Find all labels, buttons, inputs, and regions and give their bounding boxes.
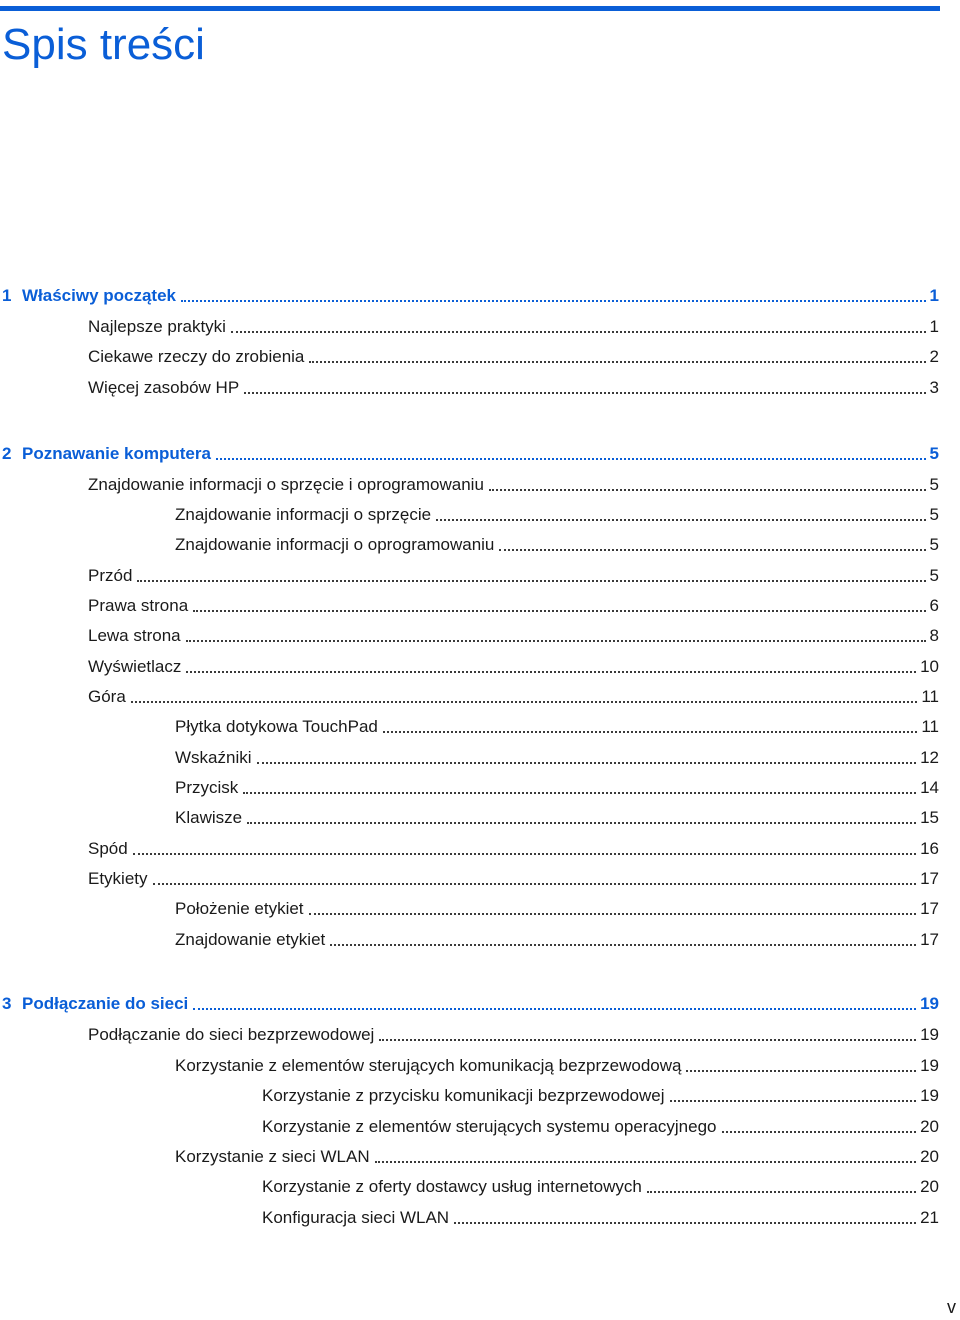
dot-leader <box>647 1191 916 1193</box>
toc-entry-title: Przód <box>88 566 133 585</box>
toc-page-number: 10 <box>920 657 939 676</box>
toc-page-number: 20 <box>920 1177 939 1196</box>
toc-page-number: 16 <box>920 839 939 858</box>
toc-entry[interactable] <box>175 893 939 919</box>
toc-page-number: 5 <box>929 566 939 585</box>
dot-leader <box>153 883 917 885</box>
dot-leader <box>231 331 926 333</box>
toc-page-number: 17 <box>920 930 939 949</box>
chapter-number: 1 <box>2 286 12 305</box>
toc-entry-title: Lewa strona <box>88 626 181 645</box>
toc-page-number: 12 <box>920 748 939 767</box>
toc-chapter-entry[interactable] <box>2 280 939 306</box>
dot-leader <box>379 1039 916 1041</box>
dot-leader <box>193 610 925 612</box>
toc-entry-title: Spód <box>88 839 128 858</box>
dot-leader <box>330 944 916 946</box>
toc-entry-title: Znajdowanie informacji o sprzęcie i oprogramowaniu <box>88 475 484 494</box>
dot-leader <box>670 1100 917 1102</box>
toc-page-number: 19 <box>920 1025 939 1044</box>
toc-entry[interactable] <box>88 372 939 398</box>
toc-entry[interactable] <box>88 863 939 889</box>
toc-entry[interactable] <box>175 1050 939 1076</box>
toc-entry-title: Etykiety <box>88 869 148 888</box>
toc-entry-title: Góra <box>88 687 126 706</box>
toc-entry-title: Korzystanie z oferty dostawcy usług internetowych <box>262 1177 642 1196</box>
dot-leader <box>244 392 925 394</box>
toc-entry[interactable] <box>88 651 939 677</box>
page-title: Spis treści <box>2 20 205 69</box>
toc-entry[interactable] <box>88 311 939 337</box>
toc-entry-title: Korzystanie z elementów sterujących systemu operacyjnego <box>262 1117 717 1136</box>
dot-leader <box>499 549 925 551</box>
toc-entry-title: Korzystanie z sieci WLAN <box>175 1147 370 1166</box>
page-folio: v <box>947 1297 956 1317</box>
toc-entry-title: Znajdowanie informacji o sprzęcie <box>175 505 432 524</box>
toc-entry[interactable] <box>88 590 939 616</box>
toc-chapter-entry[interactable] <box>2 988 939 1014</box>
toc-entry[interactable] <box>175 802 939 828</box>
dot-leader <box>686 1070 916 1072</box>
dot-leader <box>243 792 916 794</box>
toc-page-number: 11 <box>921 717 939 736</box>
dot-leader <box>257 762 917 764</box>
dot-leader <box>193 1008 916 1010</box>
toc-entry[interactable] <box>262 1202 939 1228</box>
toc-page-number: 19 <box>920 1086 939 1105</box>
toc-entry[interactable] <box>175 711 939 737</box>
toc-page-number: 5 <box>929 535 939 554</box>
toc-entry-title: Najlepsze praktyki <box>88 317 226 336</box>
toc-page-number: 11 <box>921 687 939 706</box>
dot-leader <box>309 913 917 915</box>
dot-leader <box>137 580 925 582</box>
toc-entry-title: Konfiguracja sieci WLAN <box>262 1208 450 1227</box>
toc-page-number: 17 <box>920 899 939 918</box>
toc-entry[interactable] <box>175 529 939 555</box>
toc-page-number: 14 <box>920 778 939 797</box>
dot-leader <box>186 640 926 642</box>
toc-page-number: 17 <box>920 869 939 888</box>
toc-entry[interactable] <box>262 1111 939 1137</box>
toc-entry[interactable] <box>175 742 939 768</box>
toc-entry-title: Prawa strona <box>88 596 189 615</box>
toc-entry[interactable] <box>88 469 939 495</box>
toc-entry-title: Korzystanie z elementów sterujących komunikacją bezprzewodową <box>175 1056 682 1075</box>
dot-leader <box>309 361 925 363</box>
dot-leader <box>436 519 925 521</box>
toc-entry-title: Podłączanie do sieci bezprzewodowej <box>88 1025 375 1044</box>
toc-page-number: 1 <box>929 286 939 305</box>
toc-entry[interactable] <box>175 1141 939 1167</box>
toc-page-number: 3 <box>929 378 939 397</box>
toc-entry-title: Klawisze <box>175 808 243 827</box>
dot-leader <box>383 731 917 733</box>
toc-page-number: 20 <box>920 1117 939 1136</box>
toc-page-number: 8 <box>929 626 939 645</box>
dot-leader <box>216 458 926 460</box>
dot-leader <box>131 701 918 703</box>
dot-leader <box>454 1222 916 1224</box>
dot-leader <box>489 489 926 491</box>
toc-entry[interactable] <box>262 1080 939 1106</box>
toc-entry[interactable] <box>88 681 939 707</box>
toc-entry-title: Położenie etykiet <box>175 899 304 918</box>
toc-entry[interactable] <box>88 341 939 367</box>
toc-entry-title: Wyświetlacz <box>88 657 182 676</box>
toc-entry-title: Płytka dotykowa TouchPad <box>175 717 378 736</box>
toc-entry[interactable] <box>88 833 939 859</box>
toc-entry-title: Korzystanie z przycisku komunikacji bezprzewodowej <box>262 1086 665 1105</box>
toc-page-number: 2 <box>929 347 939 366</box>
toc-entry[interactable] <box>88 620 939 646</box>
toc-page-number: 6 <box>929 596 939 615</box>
toc-entry-title: Więcej zasobów HP <box>88 378 240 397</box>
toc-page-number: 19 <box>920 994 939 1013</box>
toc-entry[interactable] <box>88 1019 939 1045</box>
toc-page-number: 5 <box>929 444 939 463</box>
toc-entry[interactable] <box>175 772 939 798</box>
toc-page-number: 15 <box>920 808 939 827</box>
chapter-number: 3 <box>2 994 12 1013</box>
dot-leader <box>133 853 916 855</box>
toc-entry-title: Ciekawe rzeczy do zrobienia <box>88 347 305 366</box>
toc-entry[interactable] <box>88 560 939 586</box>
toc-entry-title: Znajdowanie informacji o oprogramowaniu <box>175 535 495 554</box>
toc-entry-title: Znajdowanie etykiet <box>175 930 326 949</box>
dot-leader <box>186 671 916 673</box>
toc-page-number: 20 <box>920 1147 939 1166</box>
toc-page-number: 5 <box>929 505 939 524</box>
toc-entry[interactable] <box>262 1171 939 1197</box>
toc-page-number: 5 <box>929 475 939 494</box>
toc-page-number: 21 <box>920 1208 939 1227</box>
toc-entry-title: Wskaźniki <box>175 748 252 767</box>
toc-page-number: 19 <box>920 1056 939 1075</box>
toc-page-number: 1 <box>929 317 939 336</box>
dot-leader <box>375 1161 916 1163</box>
toc-chapter-entry[interactable] <box>2 438 939 464</box>
dot-leader <box>247 822 916 824</box>
toc-entry-title: Podłączanie do sieci <box>22 994 189 1013</box>
toc-entry[interactable] <box>175 924 939 950</box>
toc-entry[interactable] <box>175 499 939 525</box>
dot-leader <box>722 1131 917 1133</box>
toc-entry-title: Przycisk <box>175 778 239 797</box>
chapter-number: 2 <box>2 444 12 463</box>
toc-entry-title: Właściwy początek <box>22 286 177 305</box>
toc-entry-title: Poznawanie komputera <box>22 444 211 463</box>
dot-leader <box>181 300 926 302</box>
